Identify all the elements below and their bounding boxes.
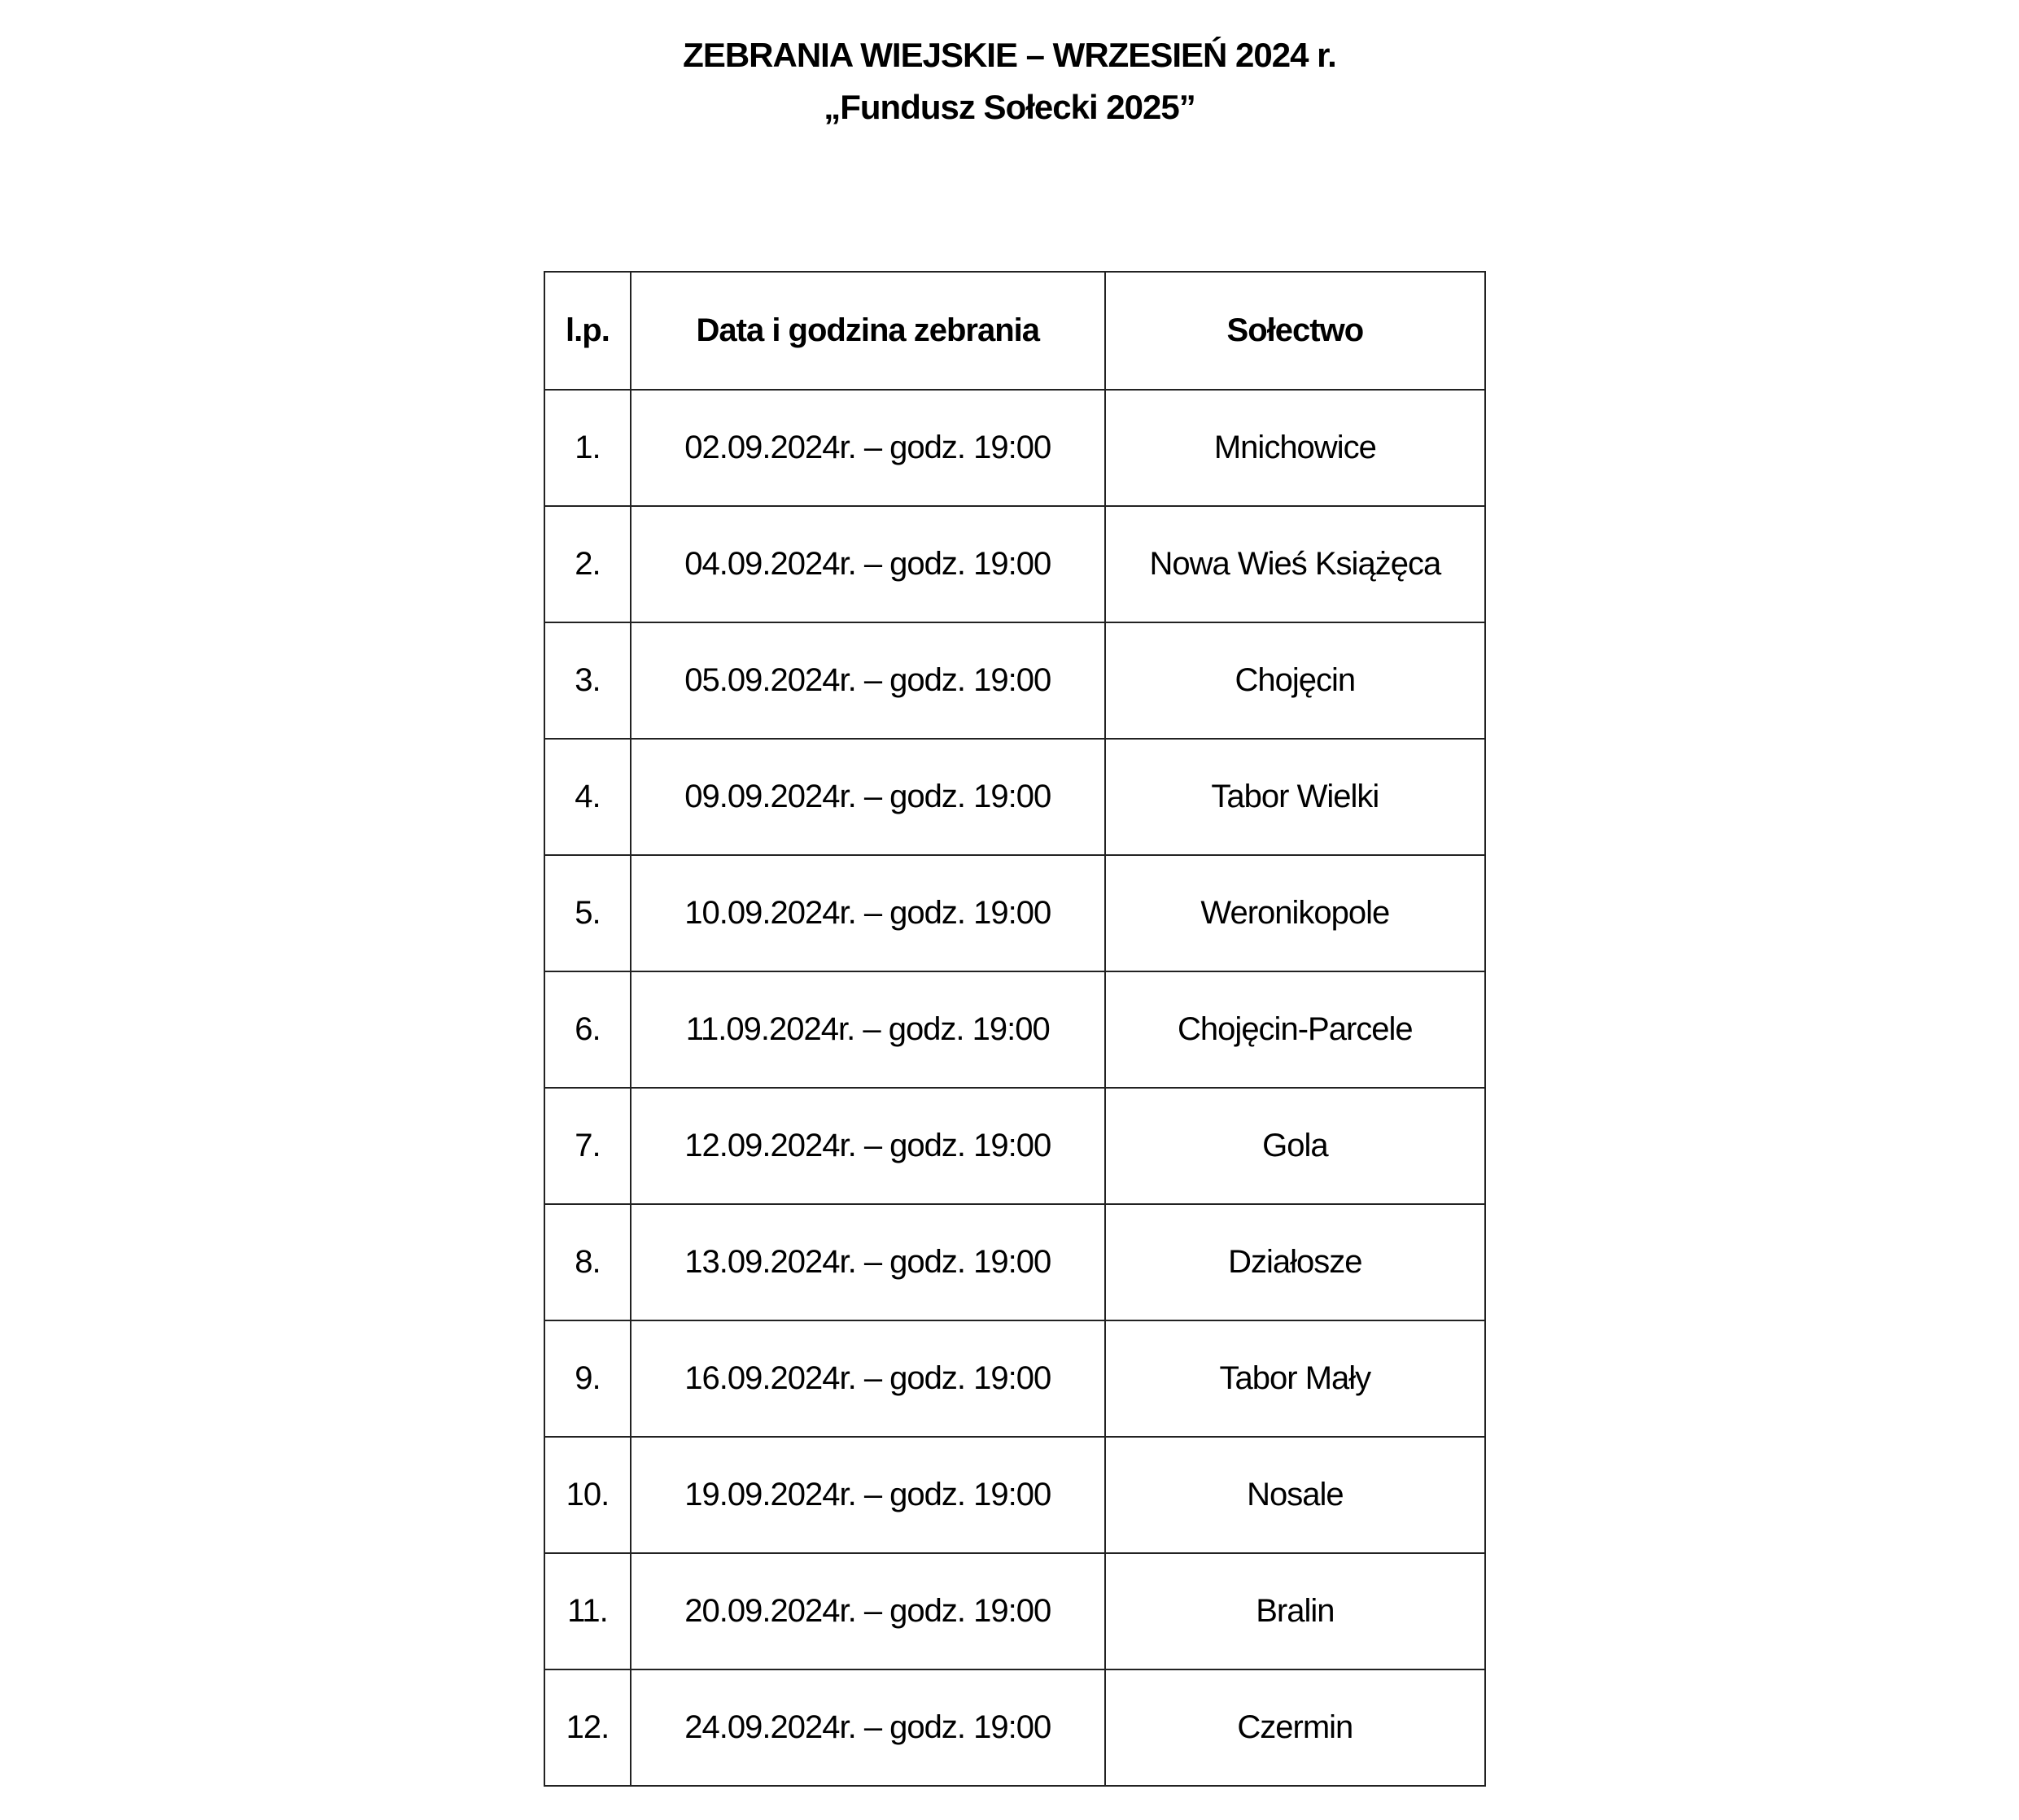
table-row <box>544 855 1485 971</box>
cell-lp: 1. <box>544 390 631 506</box>
table-row <box>544 1669 1485 1786</box>
cell-date: 20.09.2024r. – godz. 19:00 <box>631 1553 1105 1669</box>
table-row <box>544 739 1485 855</box>
cell-village: Weronikopole <box>1105 855 1485 971</box>
cell-date: 09.09.2024r. – godz. 19:00 <box>631 739 1105 855</box>
document-title: ZEBRANIA WIEJSKIE – WRZESIEŃ 2024 r. <box>683 36 1336 74</box>
cell-date: 12.09.2024r. – godz. 19:00 <box>631 1088 1105 1204</box>
cell-lp: 8. <box>544 1204 631 1320</box>
cell-lp: 12. <box>544 1669 631 1786</box>
cell-date: 04.09.2024r. – godz. 19:00 <box>631 506 1105 622</box>
cell-village: Nosale <box>1105 1437 1485 1553</box>
cell-lp: 11. <box>544 1553 631 1669</box>
table-row <box>544 1320 1485 1437</box>
cell-village: Gola <box>1105 1088 1485 1204</box>
table-row <box>544 1204 1485 1320</box>
table-row <box>544 1437 1485 1553</box>
cell-village: Bralin <box>1105 1553 1485 1669</box>
cell-date: 19.09.2024r. – godz. 19:00 <box>631 1437 1105 1553</box>
cell-lp: 4. <box>544 739 631 855</box>
cell-date: 16.09.2024r. – godz. 19:00 <box>631 1320 1105 1437</box>
cell-date: 13.09.2024r. – godz. 19:00 <box>631 1204 1105 1320</box>
cell-village: Czermin <box>1105 1669 1485 1786</box>
cell-village: Mnichowice <box>1105 390 1485 506</box>
table-row <box>544 506 1485 622</box>
meetings-table <box>544 271 1486 1787</box>
cell-lp: 5. <box>544 855 631 971</box>
table-header-row <box>544 272 1485 390</box>
cell-date: 11.09.2024r. – godz. 19:00 <box>631 971 1105 1088</box>
cell-lp: 3. <box>544 622 631 739</box>
cell-lp: 6. <box>544 971 631 1088</box>
cell-date: 05.09.2024r. – godz. 19:00 <box>631 622 1105 739</box>
table-row <box>544 1553 1485 1669</box>
cell-village: Chojęcin <box>1105 622 1485 739</box>
cell-village: Tabor Mały <box>1105 1320 1485 1437</box>
header-date: Data i godzina zebrania <box>631 272 1105 390</box>
cell-date: 24.09.2024r. – godz. 19:00 <box>631 1669 1105 1786</box>
header-village: Sołectwo <box>1105 272 1485 390</box>
cell-village: Nowa Wieś Książęca <box>1105 506 1485 622</box>
table-row <box>544 1088 1485 1204</box>
cell-village: Tabor Wielki <box>1105 739 1485 855</box>
table-row <box>544 971 1485 1088</box>
cell-date: 10.09.2024r. – godz. 19:00 <box>631 855 1105 971</box>
header-lp: l.p. <box>544 272 631 390</box>
cell-lp: 7. <box>544 1088 631 1204</box>
table-row <box>544 622 1485 739</box>
cell-lp: 10. <box>544 1437 631 1553</box>
cell-lp: 2. <box>544 506 631 622</box>
cell-village: Chojęcin-Parcele <box>1105 971 1485 1088</box>
document-subtitle: „Fundusz Sołecki 2025” <box>824 88 1195 126</box>
cell-date: 02.09.2024r. – godz. 19:00 <box>631 390 1105 506</box>
cell-lp: 9. <box>544 1320 631 1437</box>
table-row <box>544 390 1485 506</box>
cell-village: Działosze <box>1105 1204 1485 1320</box>
